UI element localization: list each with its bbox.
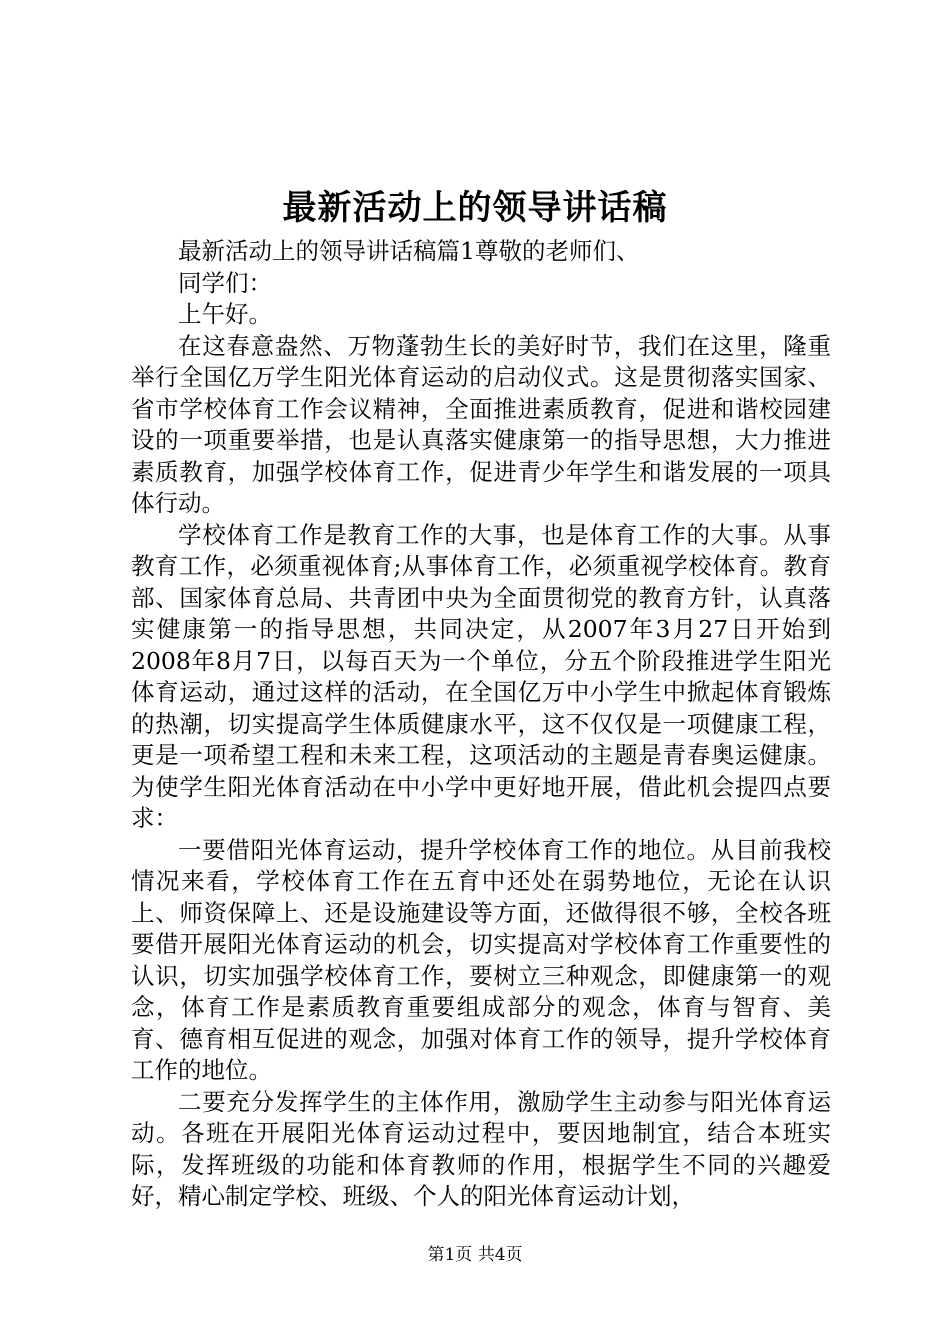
paragraph-body: 一要借阳光体育运动，提升学校体育工作的地位。从目前我校情况来看，学校体育工作在五育中还处在弱势地位，无论在认识上、师资保障上、还是设施建设等方面，还做得很不够，全校各班要借开展阳光体育运动的机会，切实提高对学校体育工作重要性的认识，切实加强学校体育工作，要树立三种观念，即健康第一的观念，体育工作是素质教育重要组成部分的观念，体育与智育、美育、德育相互促进的观念，加强对体育工作的领导，提升学校体育工作的地位。 bbox=[131, 835, 831, 1084]
page-title: 最新活动上的领导讲话稿 bbox=[282, 188, 668, 228]
paragraph-body: 二要充分发挥学生的主体作用，激励学生主动参与阳光体育运动。各班在开展阳光体育运动过程中，要因地制宜，结合本班实际，发挥班级的功能和体育教师的作用，根据学生不同的兴趣爱好，精心制定学校、班级、个人的阳光体育运动计划， bbox=[131, 1087, 831, 1210]
paragraph-greeting: 上午好。 bbox=[178, 300, 272, 328]
paragraph-salutation: 同学们： bbox=[178, 268, 272, 297]
paragraph-body: 学校体育工作是教育工作的大事，也是体育工作的大事。从事教育工作，必须重视体育;从事体育工作，必须重视学校体育。教育部、国家体育总局、共青团中央为全面贯彻党的教育方针，认真落实健康第一的指导思想，共同决定，从2007年3月27日开始到2008年8月7日，以每百天为一个单位，分五个阶段推进学生阳光体育运动，通过这样的活动，在全国亿万中小学生中掀起体育锻炼的热潮，切实提高学生体质健康水平，这不仅仅是一项健康工程，更是一项希望工程和未来工程，这项活动的主题是青春奥运健康。为使学生阳光体育活动在中小学中更好地开展，借此机会提四点要求： bbox=[131, 520, 831, 832]
paragraph-heading-line: 最新活动上的领导讲话稿篇1尊敬的老师们、 bbox=[178, 237, 640, 265]
paragraph-body: 在这春意盎然、万物蓬勃生长的美好时节，我们在这里，隆重举行全国亿万学生阳光体育运动的启动仪式。这是贯彻落实国家、省市学校体育工作会议精神，全面推进素质教育，促进和谐校园建设的一项重要举措，也是认真落实健康第一的指导思想，大力推进素质教育，加强学校体育工作，促进青少年学生和谐发展的一项具体行动。 bbox=[131, 331, 831, 517]
document-body bbox=[131, 236, 831, 1213]
page-number-footer: 第1页 共4页 bbox=[427, 1245, 523, 1265]
